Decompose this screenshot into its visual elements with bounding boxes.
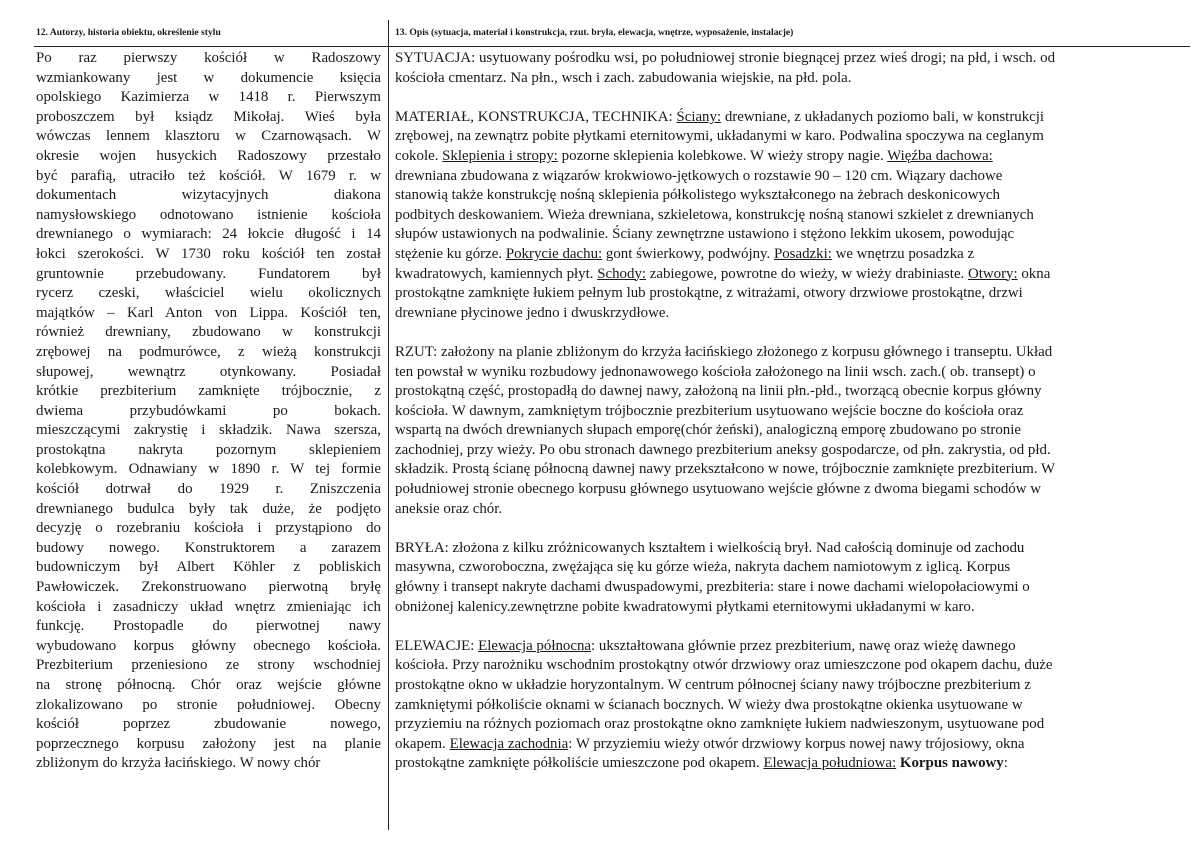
- history-line: wówczas lennem klasztoru w Czarnowąsach. W: [36, 128, 381, 145]
- history-line: gruntownie przebudowany. Fundatorem był: [36, 265, 381, 282]
- material-line: prostokątne zamknięte łukiem pełnym lub prostokątne, z witrażami, otwory drzwiowe prostokątne, drzwi: [395, 285, 1023, 302]
- history-line: opolskiego Kazimierza w 1418 r. Pierwszym: [36, 89, 381, 106]
- history-line: rycerz czeski, właściciel wielu okolicznych: [36, 285, 381, 302]
- history-line: Prezbiterium przeniesiono ze strony wschodniej: [36, 657, 381, 674]
- material-line: słupów ustawionych na podwalinie. Ściany zewnętrzne ustawiono i stężono lekkim ukosem, powodując: [395, 226, 1015, 243]
- material-text: we wnętrzu posadzka z: [831, 245, 975, 262]
- history-line: być parafią, utraciło też kościół. W 1679 r. w: [36, 167, 381, 184]
- history-line: zbliżonym do krzyża łacińskiego. W nowy chór: [36, 755, 321, 772]
- history-line: drewnianego o wymiarach: 24 łokcie długość i 14: [36, 226, 381, 243]
- history-line: łokci szerokości. W 1730 roku kościół ten został: [36, 245, 381, 262]
- rzut-line: ten powstał w wyniku rozbudowy jednonawowego kościoła założonego na linii wsch. zach.( ob. transept) o: [395, 363, 1036, 380]
- bryla-line: główny i transept nakryte dachami dwuspadowymi, prezbiteria: stare i nowe dachami wielopołaciowymi o: [395, 579, 1030, 596]
- schody-label: Schody:: [597, 265, 647, 282]
- elewacje-line: prostokątne okno w układzie horyzontalnym. W centrum północnej ściany nawy trójboczne prezbiterium z: [395, 677, 1031, 693]
- history-line: kościół poprzez zbudowanie nowego,: [36, 716, 381, 733]
- section-13-header: 13. Opis (sytuacja, materiał i konstrukcja, rzut. bryła, elewacja, wnętrze, wyposażenie, instalacje): [395, 27, 794, 38]
- rzut-paragraph: [395, 343, 1158, 519]
- material-label: MATERIAŁ, KONSTRUKCJA, TECHNIKA:: [395, 108, 673, 125]
- history-line: prostokątna nakryta pozornym sklepieniem: [36, 441, 381, 458]
- elewacje-label: ELEWACJE:: [395, 637, 479, 654]
- elewacje-text: prostokątne zamknięte półkoliście umieszczone pod okapem.: [395, 755, 764, 772]
- elewacje-line: [395, 754, 1158, 774]
- history-line: decyzję o rozebraniu kościoła i przystąpiono do: [36, 520, 381, 537]
- material-line: stanowią także konstrukcję nośną sklepienia półkolistego wykształconego na żebrach deskonicowych: [395, 187, 1000, 204]
- elewacje-text: : W przyziemiu wieży otwór drzwiowy korpus nowej nawy trójosiowy, okna: [568, 735, 1025, 752]
- history-line: kolebkowym. Odnawiany w 1890 r. W tej formie: [36, 461, 381, 478]
- history-line: Pawłowiczek. Zrekonstruowano pierwotną bryłę: [36, 579, 381, 596]
- elewacje-line: [395, 637, 1158, 657]
- rzut-line: południowej stronie obecnego korpusu głównego usytuowano wejście główne z dwoma biegami schodów w: [395, 481, 1041, 498]
- wiezba-label: Więźba dachowa:: [887, 147, 993, 164]
- rzut-line: prostokątną część, prostopadłą do dawnej nawy, założoną na linii płn.-płd., tworzącą obecnie korpus główny: [395, 383, 1042, 400]
- sytuacja-line: [395, 49, 1158, 69]
- history-line: okresie wojen husyckich Radoszowy przestało: [36, 147, 381, 164]
- bryla-line: masywna, czworoboczna, zwężająca się ku górze wieża, nakryta dachem namiotowym z iglicą. Korpus: [395, 559, 1011, 576]
- column-divider: [388, 20, 389, 830]
- history-line: na stronę północną. Chór oraz wejście główne: [36, 677, 381, 693]
- elewacje-text: :: [1003, 755, 1008, 772]
- history-line: wybudowano korpus główny obecnego kościoła.: [36, 637, 381, 654]
- history-line: zrębowej na podmurówce, z wieżą konstrukcji: [36, 343, 381, 360]
- history-line: budowniczym był Albert Köhler z pobliskich: [36, 559, 381, 576]
- material-line: [395, 147, 1158, 167]
- pokrycie-label: Pokrycie dachu:: [505, 245, 603, 262]
- history-line: drewnianego budulca były tak duże, że podjęto: [36, 500, 381, 517]
- material-line: drewniana zbudowana z wiązarów krokwiowo-jętkowych o rozstawie 90 – 120 cm. Wiązary dachowe: [395, 167, 1003, 184]
- elewacja-zachodnia-label: Elewacja zachodnia: [449, 735, 569, 752]
- material-text: zabiegowe, powrotne do wieży, w wieży drabiniaste.: [646, 265, 968, 282]
- elewacje-paragraph: [395, 637, 1158, 774]
- rzut-line: kościoła. W dawnym, zamkniętym trójbocznie prezbiterium usytuowano wejście boczne do kościoła oraz: [395, 402, 1024, 419]
- rzut-line: aneksie oraz chór.: [395, 500, 503, 517]
- header-divider: [34, 46, 1190, 47]
- material-line: [395, 245, 1158, 265]
- otwory-label: Otwory:: [968, 265, 1018, 282]
- history-line: kościół dotrwał do 1929 r. Zniszczenia: [36, 481, 381, 498]
- description-column: [395, 49, 1158, 794]
- material-text: stężenie ku górze.: [395, 245, 506, 262]
- korpus-nawowy-label: Korpus nawowy: [899, 755, 1004, 772]
- elewacje-text: : ukształtowana głównie przez prezbiterium, nawę oraz wieżę dawnego: [591, 637, 1016, 654]
- material-text: cokole.: [395, 147, 443, 164]
- history-line: dwiema przybudówkami po bokach.: [36, 402, 381, 419]
- bryla-line: obniżonej kalenicy.zewnętrzne pobite kwadratowymi płytkami eternitowymi układanymi w karo.: [395, 598, 975, 615]
- history-line: Po raz pierwszy kościół w Radoszowy: [36, 50, 381, 66]
- history-line: słupowej, wewnątrz otynkowany. Posiadał: [36, 363, 381, 380]
- history-line: zlokalizowano po stronie południowej. Obecny: [36, 696, 381, 713]
- material-line: [395, 265, 1158, 285]
- rzut-line: składzik. Prostą ścianę północną dawnej nawy przekształcono w nowe, trójbocznie zamknięte prezbiterium. W: [395, 461, 1056, 478]
- history-line: krótkie prezbiterium zamknięte trójbocznie, z: [36, 383, 381, 400]
- posadzki-label: Posadzki:: [773, 245, 832, 262]
- section-12-header: 12. Autorzy, historia obiektu, określenie stylu: [36, 27, 221, 38]
- history-line: dokumentach wizytacyjnych diakona: [36, 187, 381, 204]
- sciany-label: Ściany:: [676, 108, 722, 125]
- material-paragraph: [395, 108, 1158, 324]
- elewacje-line: przyziemiu na różnych poziomach oraz prostokątne okno zamknięte łukiem nadwieszonym, usytuowane pod: [395, 716, 1045, 733]
- material-text: gont świerkowy, podwójny.: [602, 245, 774, 262]
- history-line: poprzecznego korpusu założony jest na planie: [36, 735, 381, 752]
- elewacje-line: kościoła. Przy narożniku wschodnim prostokątny otwór drzwiowy oraz umieszczone pod okapem dachu, duże: [395, 657, 1053, 674]
- rzut-line: RZUT: założony na planie zbliżonym do krzyża łacińskiego złożonego z korpusu głównego i transeptu. Układ: [395, 343, 1053, 360]
- elewacje-line: zamkniętymi półkoliście oknami w ścianach bocznych. W wieży dwa prostokątne okienka usytuowane w: [395, 696, 1023, 713]
- elewacja-polnocna-label: Elewacja północna: [478, 637, 592, 654]
- history-line: namysłowskiego odnotowano istnienie kościoła: [36, 206, 381, 223]
- sytuacja-line: kościoła cmentarz. Na płn., wsch i zach. zabudowania wiejskie, na płd. pola.: [395, 69, 852, 86]
- history-line: majątków – Karl Anton von Lippa. Kościół ten,: [36, 304, 381, 321]
- bryla-line: BRYŁA: złożona z kilku zróżnicowanych kształtem i wielkością brył. Nad całością dominuje od zachodu: [395, 539, 1025, 556]
- history-line: budowy nowego. Konstruktorem a zarazem: [36, 539, 381, 556]
- material-line: podbitych deskowaniem. Wieża drewniana, szkieletowa, konstrukcję nośną stanowi szkielet z drewnianych: [395, 206, 1034, 223]
- sytuacja-paragraph: [395, 49, 1158, 88]
- history-line: wzmiankowany jest w dokumencie księcia: [36, 69, 381, 86]
- sytuacja-text: usytuowany pośrodku wsi, po południowej stronie biegnącej przez wieś drogi; na płd, i wsch. od: [475, 50, 1056, 66]
- history-line: kościoła i zasadniczy układ wnętrz zmieniając ich: [36, 598, 381, 615]
- material-text: okna: [1017, 265, 1051, 282]
- history-line: mieszczącymi zakrystię i składzik. Nawa szersza,: [36, 422, 381, 439]
- rzut-line: zachodniej, przy wieży. Po obu stronach dawnego prezbiterium aneksy gospodarcze, od płn. zakrystia, od płd.: [395, 441, 1051, 458]
- elewacje-text: okapem.: [395, 735, 450, 752]
- history-column: [36, 49, 381, 774]
- elewacja-poludniowa-label: Elewacja południowa:: [763, 755, 897, 772]
- history-line: również drewniany, zbudowano w konstrukcji: [36, 324, 381, 341]
- material-line: zrębowej, na zewnątrz pobite płytkami eternitowymi, układanymi w karo. Podwalina spoczywa na ceglanym: [395, 128, 1044, 145]
- history-line: funkcję. Prostopadle do pierwotnej nawy: [36, 618, 381, 635]
- sytuacja-label: SYTUACJA:: [395, 50, 476, 66]
- elewacje-line: [395, 735, 1158, 755]
- rzut-line: wspartą na dwóch drewnianych słupach emporę(chór żeński), analogiczną emporę zbudowano po stronie: [395, 422, 1022, 439]
- bryla-paragraph: [395, 539, 1158, 617]
- material-text: pozorne sklepienia kolebkowe. W wieży stropy nagie.: [557, 147, 888, 164]
- sklepienia-label: Sklepienia i stropy:: [442, 147, 558, 164]
- material-text: drewniane, z układanych poziomo bali, w konstrukcji: [721, 108, 1045, 125]
- material-line: [395, 108, 1158, 128]
- material-text: kwadratowych, kamiennych płyt.: [395, 265, 598, 282]
- material-line: drewniane płycinowe jedno i dwuskrzydłowe.: [395, 304, 670, 321]
- history-line: proboszczem był ksiądz Mikołaj. Wieś była: [36, 108, 381, 125]
